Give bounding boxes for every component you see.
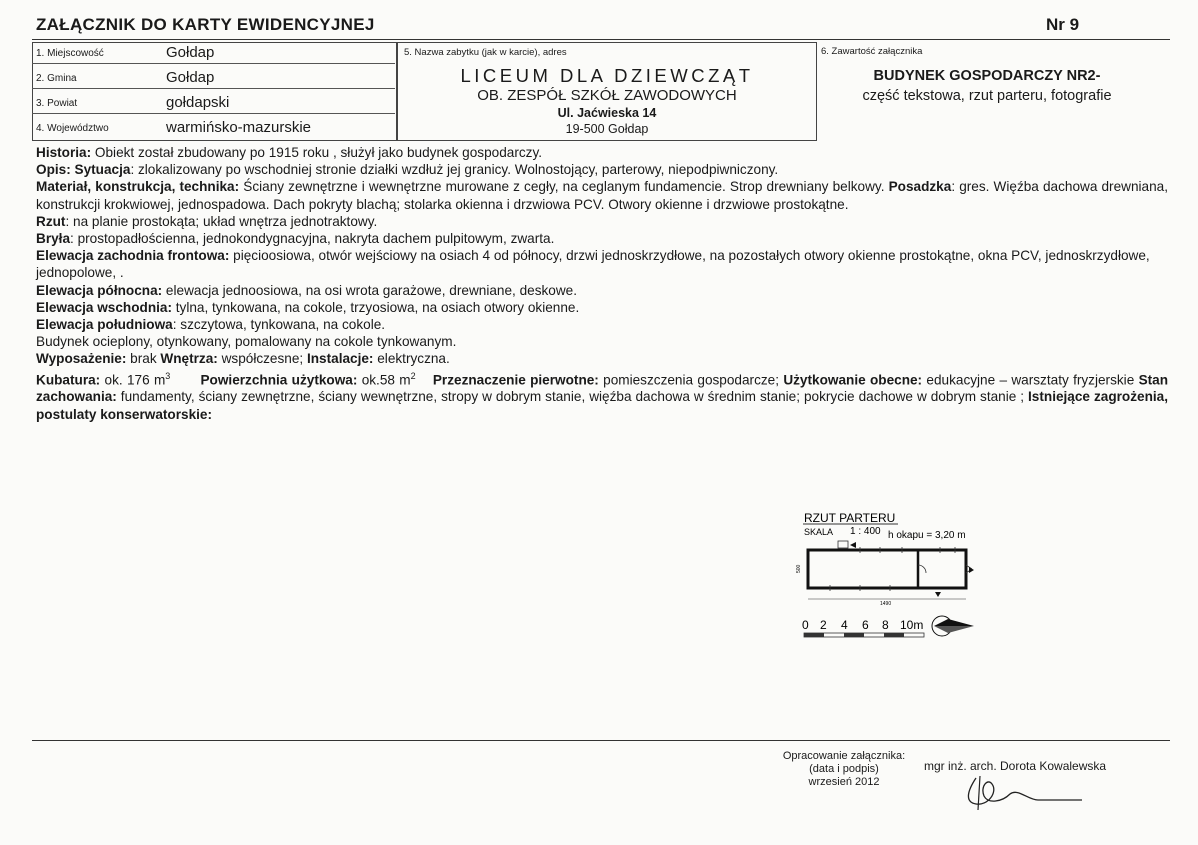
form-key: Bryła (36, 231, 71, 247)
area-key: Powierzchnia użytkowa: (200, 372, 358, 388)
attachment-box (817, 42, 1170, 139)
floor-value: : gres. Więźba dachowa drewniana, konstrukcji krokwiowej, jednospadowa. Dach pokryty blachą; stolarka okienna i drzwiowa PCV. Otwory okienne i drzwiowe prostokątne. (36, 179, 1168, 212)
south-elevation-paragraph (36, 316, 1168, 333)
north-elevation-paragraph (36, 282, 1168, 299)
material-paragraph (36, 178, 1168, 212)
monument-label: 5. Nazwa zabytku (jak w karcie), adres (404, 47, 567, 58)
scale-tick-6: 6 (862, 618, 869, 632)
window-ticks (830, 547, 955, 591)
footer-prepared (778, 750, 910, 789)
footer-prepared-label: Opracowanie załącznika: (782, 750, 906, 762)
dimension-height: 500 (796, 564, 802, 573)
location-value: gołdapski (166, 94, 230, 111)
situation-paragraph (36, 161, 1168, 178)
south-elevation-key: Elewacja południowa (36, 317, 173, 333)
plan-key: Rzut (36, 213, 66, 229)
scale-tick-4: 4 (841, 618, 848, 632)
dimension-width: 1490 (880, 601, 892, 607)
area-unit-sup: 2 (410, 370, 416, 381)
volume-unit-sup: 3 (165, 370, 171, 381)
south-elevation-value: : szczytowa, tynkowana, na cokole. (172, 317, 386, 333)
condition-key: Stan zachowania: (36, 372, 1169, 405)
location-row-2 (32, 67, 395, 89)
east-marker (969, 567, 974, 573)
installations-value: elektryczna. (373, 351, 450, 367)
location-value: warmińsko-mazurskie (166, 119, 312, 136)
scale-tick-8: 8 (882, 618, 889, 632)
east-elevation-key: Elewacja wschodnia: (36, 299, 172, 315)
east-elevation-value: tylna, tynkowana, na cokole, trzyosiowa, na osiach otwory okienne. (171, 299, 580, 315)
current-use-value: edukacyjne – warsztaty fryzjerskie (922, 372, 1139, 388)
attachment-title: BUDYNEK GOSPODARCZY NR2- (873, 68, 1101, 84)
footer-date-sign-label: (data i podpis) (809, 763, 879, 775)
location-value: Gołdap (166, 69, 215, 86)
material-value: Ściany zewnętrzne i wewnętrzne murowane z cegły, na ceglanym fundamencie. Strop drewniany belkowy. (239, 179, 885, 195)
situation-value: : zlokalizowany po wschodniej stronie działki wzdłuż jej granicy. Wolnostojący, parterowy, niepodpiwniczony. (130, 162, 779, 178)
west-elevation-paragraph (36, 247, 1168, 281)
building-paragraph: Budynek ocieplony, otynkowany, pomalowany na cokole tynkowanym. (36, 334, 457, 350)
area-value: ok.58 m (357, 372, 411, 388)
history-value: Obiekt został zbudowany po 1915 roku , służył jako budynek gospodarczy. (91, 145, 543, 160)
volume-value: ok. 176 m (100, 372, 166, 388)
north-elevation-key: Elewacja północna: (36, 282, 163, 298)
interiors-key: Wnętrza: (160, 351, 218, 367)
volume-paragraph (36, 368, 1168, 423)
top-rule (32, 39, 1170, 40)
original-purpose-key: Przeznaczenie pierwotne: (432, 372, 599, 388)
plan-value: : na planie prostokąta; układ wnętrza jednotraktowy. (65, 213, 378, 229)
original-purpose-value: pomieszczenia gospodarcze; (598, 372, 784, 388)
history-key: Historia: (36, 145, 92, 160)
equipment-value: brak (126, 351, 161, 367)
north-elevation-value: elewacja jednoosiowa, na osi wrota garażowe, drewniane, deskowe. (162, 282, 578, 298)
plan-eave-height: h okapu = 3,20 m (888, 530, 966, 541)
south-marker (935, 592, 941, 597)
monument-box (397, 42, 817, 141)
west-elevation-key: Elewacja zachodnia frontowa: (36, 248, 230, 264)
situation-key: Opis: Sytuacja (36, 162, 131, 178)
current-use-key: Użytkowanie obecne: (783, 372, 923, 388)
history-paragraph (36, 144, 1168, 161)
form-value: : prostopadłościenna, jednokondygnacyjna, nakryta dachem pulpitowym, zwarta. (70, 231, 555, 247)
bottom-rule (32, 740, 1170, 741)
material-key: Materiał, konstrukcja, technika: (36, 179, 240, 195)
floor-key: Posadzka (884, 179, 952, 195)
form-paragraph (36, 230, 1168, 247)
footer-author: mgr inż. arch. Dorota Kowalewska (924, 759, 1107, 773)
installations-key: Instalacje: (306, 351, 374, 367)
building-outline (808, 550, 966, 588)
location-row-3 (32, 92, 395, 114)
location-label: 3. Powiat (36, 98, 78, 109)
plan-scale-label: SKALA (804, 527, 834, 537)
scale-tick-2: 2 (820, 618, 827, 632)
signature (958, 772, 1088, 817)
location-value: Gołdap (166, 44, 215, 61)
equipment-paragraph (36, 350, 1168, 367)
attachment-label: 6. Zawartość załącznika (821, 46, 923, 57)
footer-date: wrzesień 2012 (808, 776, 880, 788)
monument-street: Ul. Jaćwieska 14 (557, 106, 657, 120)
floor-plan (790, 505, 980, 645)
location-label: 1. Miejscowość (36, 48, 104, 59)
threats-key: Istniejące zagrożenia, postulaty konserwatorskie: (36, 389, 1168, 422)
header-title: ZAŁĄCZNIK DO KARTY EWIDENCYJNEJ (36, 15, 375, 34)
north-arrow-small (850, 542, 856, 548)
condition-value: fundamenty, ściany zewnętrzne, ściany wewnętrzne, stropy w dobrym stanie, więźba dachowa w średnim stanie; pokrycie dachowe w dobrym stanie ; (116, 389, 1029, 405)
header-number: Nr 9 (1046, 15, 1080, 34)
volume-key: Kubatura: (36, 372, 101, 388)
scale-tick-0: 0 (802, 618, 809, 632)
plan-paragraph (36, 213, 1168, 230)
location-row-1 (32, 42, 395, 64)
monument-former-name: OB. ZESPÓŁ SZKÓŁ ZAWODOWYCH (477, 87, 737, 104)
location-label: 4. Województwo (36, 123, 109, 134)
compass-icon (932, 616, 974, 636)
monument-name: LICEUM DLA DZIEWCZĄT (460, 65, 754, 86)
location-label: 2. Gmina (36, 73, 77, 84)
equipment-key: Wyposażenie: (36, 351, 127, 367)
description-text (36, 144, 1168, 423)
west-elevation-value: pięcioosiowa, otwór wejściowy na osiach 4 od północy, drzwi jednoskrzydłowe, na pozostałych otwory okienne prostokątne, okna PCV, jednoskrzydłowe, jednopolowe, . (36, 248, 1150, 281)
monument-city: 19-500 Gołdap (565, 122, 649, 136)
east-elevation-paragraph (36, 299, 1168, 316)
plan-scale-value: 1 : 400 (850, 526, 881, 537)
attachment-description: część tekstowa, rzut parteru, fotografie (862, 88, 1112, 104)
garage-door-mark (838, 541, 848, 548)
interiors-value: współczesne; (217, 351, 307, 367)
scale-tick-10m: 10m (900, 618, 924, 632)
floor-plan-drawing (790, 505, 980, 645)
scale-bar (804, 633, 924, 637)
location-row-4 (32, 117, 395, 138)
plan-title: RZUT PARTERU (804, 511, 896, 525)
